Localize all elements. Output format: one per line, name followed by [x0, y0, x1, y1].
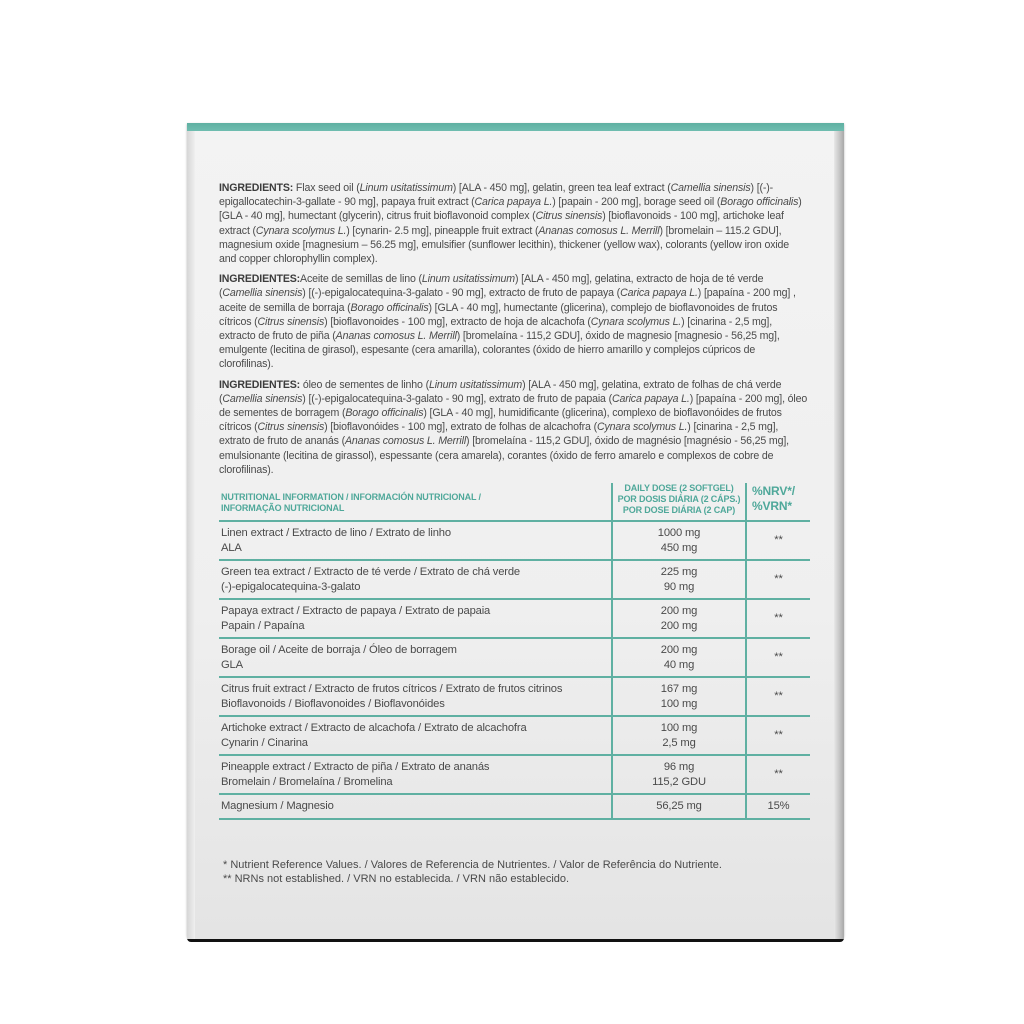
- dose-value: 200 mg: [660, 644, 698, 657]
- table-row: [219, 599, 810, 638]
- ingredients-en-label: INGREDIENTS:: [219, 182, 294, 194]
- table-row: [219, 755, 810, 794]
- header-nrv-line-1: %NRV*/: [752, 484, 795, 499]
- header-info-line-1: NUTRITIONAL INFORMATION / INFORMACIÓN NUTRICIONAL /: [221, 492, 481, 503]
- nutrient-subname: Bromelain / Bromelaína / Bromelina: [221, 775, 393, 788]
- dose-subvalue: 100 mg: [660, 697, 698, 710]
- footnote-nrv: * Nutrient Reference Values. / Valores de Referencia de Nutrientes. / Valor de Referência do Nutriente.: [223, 859, 722, 871]
- product-box-back-panel: [187, 123, 844, 939]
- nutrient-name-cell: [219, 521, 612, 560]
- header-dose-line-2: POR DOSIS DIÁRIA (2 CÁPS.): [617, 494, 741, 505]
- nutrition-table: [219, 483, 810, 820]
- nutrient-subname: Cynarin / Cinarina: [221, 736, 308, 749]
- dose-value: 100 mg: [660, 722, 698, 735]
- header-nutritional-information: [219, 483, 612, 521]
- daily-dose-cell: [612, 794, 746, 819]
- dose-subvalue: 200 mg: [660, 619, 698, 632]
- nutrition-table-body: [219, 521, 810, 819]
- dose-value: 167 mg: [660, 683, 698, 696]
- nutrient-subname: Papain / Papaína: [221, 619, 305, 632]
- nutrient-name-cell: [219, 794, 612, 819]
- header-info-line-2: INFORMAÇÃO NUTRICIONAL: [221, 503, 345, 514]
- ingredients-es: [219, 272, 809, 371]
- header-nrv-line-2: %VRN*: [752, 499, 792, 514]
- dose-value: 56,25 mg: [656, 800, 702, 813]
- header-dose-line-1: DAILY DOSE (2 SOFTGEL): [624, 483, 734, 494]
- dose-subvalue: 2,5 mg: [662, 736, 696, 749]
- nrv-cell: **: [746, 677, 810, 716]
- footnote-not-established: ** NRNs not established. / VRN no establecida. / VRN não establecido.: [223, 873, 570, 885]
- nutrient-name: Papaya extract / Extracto de papaya / Extrato de papaia: [221, 605, 491, 618]
- nrv-cell: **: [746, 521, 810, 560]
- ingredients-es-text: Aceite de semillas de lino (Linum usitatissimum) [ALA - 450 mg], gelatina, extracto de hoja de té verde (Camellia sinensis) [(-)-epigalocatequina-3-galato - 90 mg], extracto de fruto de papaya (Carica papaya L.) [papaína - 200 mg] , aceite de semilla de borraja (Borago officinalis) [GLA - 40 mg], humectante (glicerina), complejo de bioflavonoides de frutos cítricos (Citrus sinensis) [bioflavonoides - 100 mg], extracto de hoja de alcachofa (Cynara scolymus L.) [cinarina - 2,5 mg], extracto de fruto de piña (Ananas comosus L. Merrill) [bromelaína - 115,2 GDU], óxido de magnesio [magnesio - 56,25 mg], emulgente (lecitina de girasol), espesante (cera amarilla), colorantes (óxido de hierro amarillo y complejos cúpricos de clorofilinas).: [219, 273, 796, 371]
- table-row: [219, 677, 810, 716]
- ingredients-pt: [219, 378, 809, 477]
- ingredients-en: [219, 181, 809, 266]
- dose-subvalue: 450 mg: [660, 541, 698, 554]
- header-nrv: [746, 483, 810, 521]
- nutrient-subname: ALA: [221, 541, 242, 554]
- daily-dose-cell: [612, 716, 746, 755]
- nutrient-name-cell: [219, 638, 612, 677]
- table-row: [219, 638, 810, 677]
- nutrient-subname: GLA: [221, 658, 243, 671]
- dose-subvalue: 115,2 GDU: [652, 775, 706, 788]
- nrv-cell: **: [746, 638, 810, 677]
- nutrient-subname: (-)-epigalocatequina-3-galato: [221, 580, 361, 593]
- nutrient-name: Borage oil / Aceite de borraja / Óleo de borragem: [221, 644, 457, 657]
- header-dose-line-3: POR DOSE DIÁRIA (2 CAP): [622, 505, 736, 516]
- nutrient-name-cell: [219, 599, 612, 638]
- ingredients-pt-text: óleo de sementes de linho (Linum usitatissimum) [ALA - 450 mg], gelatina, extrato de folhas de chá verde (Camellia sinensis) [(-)-epigalocatequina-3-galato - 90 mg], extrato de fruto de papaia (Carica papaya L.) [papaína - 200 mg], óleo de sementes de borragem (Borago officinalis) [GLA - 40 mg], humidificante (glicerina), complexo de bioflavonóides de frutos cítricos (Citrus sinensis) [bioflavonóides - 100 mg], extrato de folhas de alcachofra (Cynara scolymus L.) [cinarina - 2,5 mg], extrato de fruto de ananás (Ananas comosus L. Merrill) [bromelaína - 115,2 GDU], óxido de magnésio [magnésio - 56,25 mg], emulsionante (lecitina de girassol), espessante (cera amarela), corantes (óxido de ferro amarelo e complexos de cobre de clorofilinas).: [219, 378, 808, 476]
- table-row: [219, 794, 810, 819]
- daily-dose-cell: [612, 638, 746, 677]
- nutrient-name: Linen extract / Extracto de lino / Extrato de linho: [221, 527, 451, 540]
- nutrient-name-cell: [219, 560, 612, 599]
- nutrient-name-cell: [219, 755, 612, 794]
- nutrient-name: Magnesium / Magnesio: [221, 800, 334, 813]
- nutrient-name-cell: [219, 716, 612, 755]
- ingredients-es-label: INGREDIENTES:: [219, 273, 301, 286]
- nutrition-table-header: [219, 483, 810, 521]
- nutrient-subname: Bioflavonoids / Bioflavonoides / Bioflavonóides: [221, 697, 445, 710]
- nutrient-name: Artichoke extract / Extracto de alcachofa / Extrato de alcachofra: [221, 722, 527, 735]
- nrv-cell: **: [746, 560, 810, 599]
- daily-dose-cell: [612, 560, 746, 599]
- nutrient-name: Citrus fruit extract / Extracto de frutos cítricos / Extrato de frutos citrinos: [221, 683, 563, 696]
- label-content: [219, 181, 809, 820]
- header-daily-dose: [612, 483, 746, 521]
- teal-top-band: [187, 123, 844, 131]
- footnotes: [223, 858, 722, 886]
- nutrient-name-cell: [219, 677, 612, 716]
- daily-dose-cell: [612, 677, 746, 716]
- ingredients-pt-label: INGREDIENTES:: [219, 378, 301, 391]
- table-row: [219, 521, 810, 560]
- ingredients-en-text: Flax seed oil (Linum usitatissimum) [ALA - 450 mg], gelatin, green tea leaf extract (Camellia sinensis) [(-)-epigallocatechin-3-gallate - 90 mg], papaya fruit extract (Carica papaya L.) [papain - 200 mg], borage seed oil (Borago officinalis) [GLA - 40 mg], humectant (glycerin), citrus fruit bioflavonoid complex (Citrus sinensis) [bioflavonoids - 100 mg], artichoke leaf extract (Cynara scolymus L.) [cynarin- 2.5 mg], pineapple fruit extract (Ananas comosus L. Merrill) [bromelain – 115.2 GDU], magnesium oxide [magnesium – 56.25 mg], emulsifier (sunflower lecithin), thickener (yellow wax), colorants (yellow iron oxide and copper chlorophyllin complex).: [219, 182, 802, 266]
- dose-subvalue: 40 mg: [663, 658, 695, 671]
- daily-dose-cell: [612, 755, 746, 794]
- dose-value: 1000 mg: [657, 527, 701, 540]
- daily-dose-cell: [612, 521, 746, 560]
- dose-value: 225 mg: [660, 566, 698, 579]
- nrv-cell: **: [746, 755, 810, 794]
- nrv-cell: **: [746, 599, 810, 638]
- nrv-cell: **: [746, 716, 810, 755]
- dose-value: 96 mg: [663, 761, 695, 774]
- daily-dose-cell: [612, 599, 746, 638]
- dose-subvalue: 90 mg: [663, 580, 695, 593]
- nrv-cell: 15%: [746, 794, 810, 819]
- table-row: [219, 560, 810, 599]
- table-row: [219, 716, 810, 755]
- nutrient-name: Pineapple extract / Extracto de piña / Extrato de ananás: [221, 761, 490, 774]
- nutrient-name: Green tea extract / Extracto de té verde / Extrato de chá verde: [221, 566, 520, 579]
- dose-value: 200 mg: [660, 605, 698, 618]
